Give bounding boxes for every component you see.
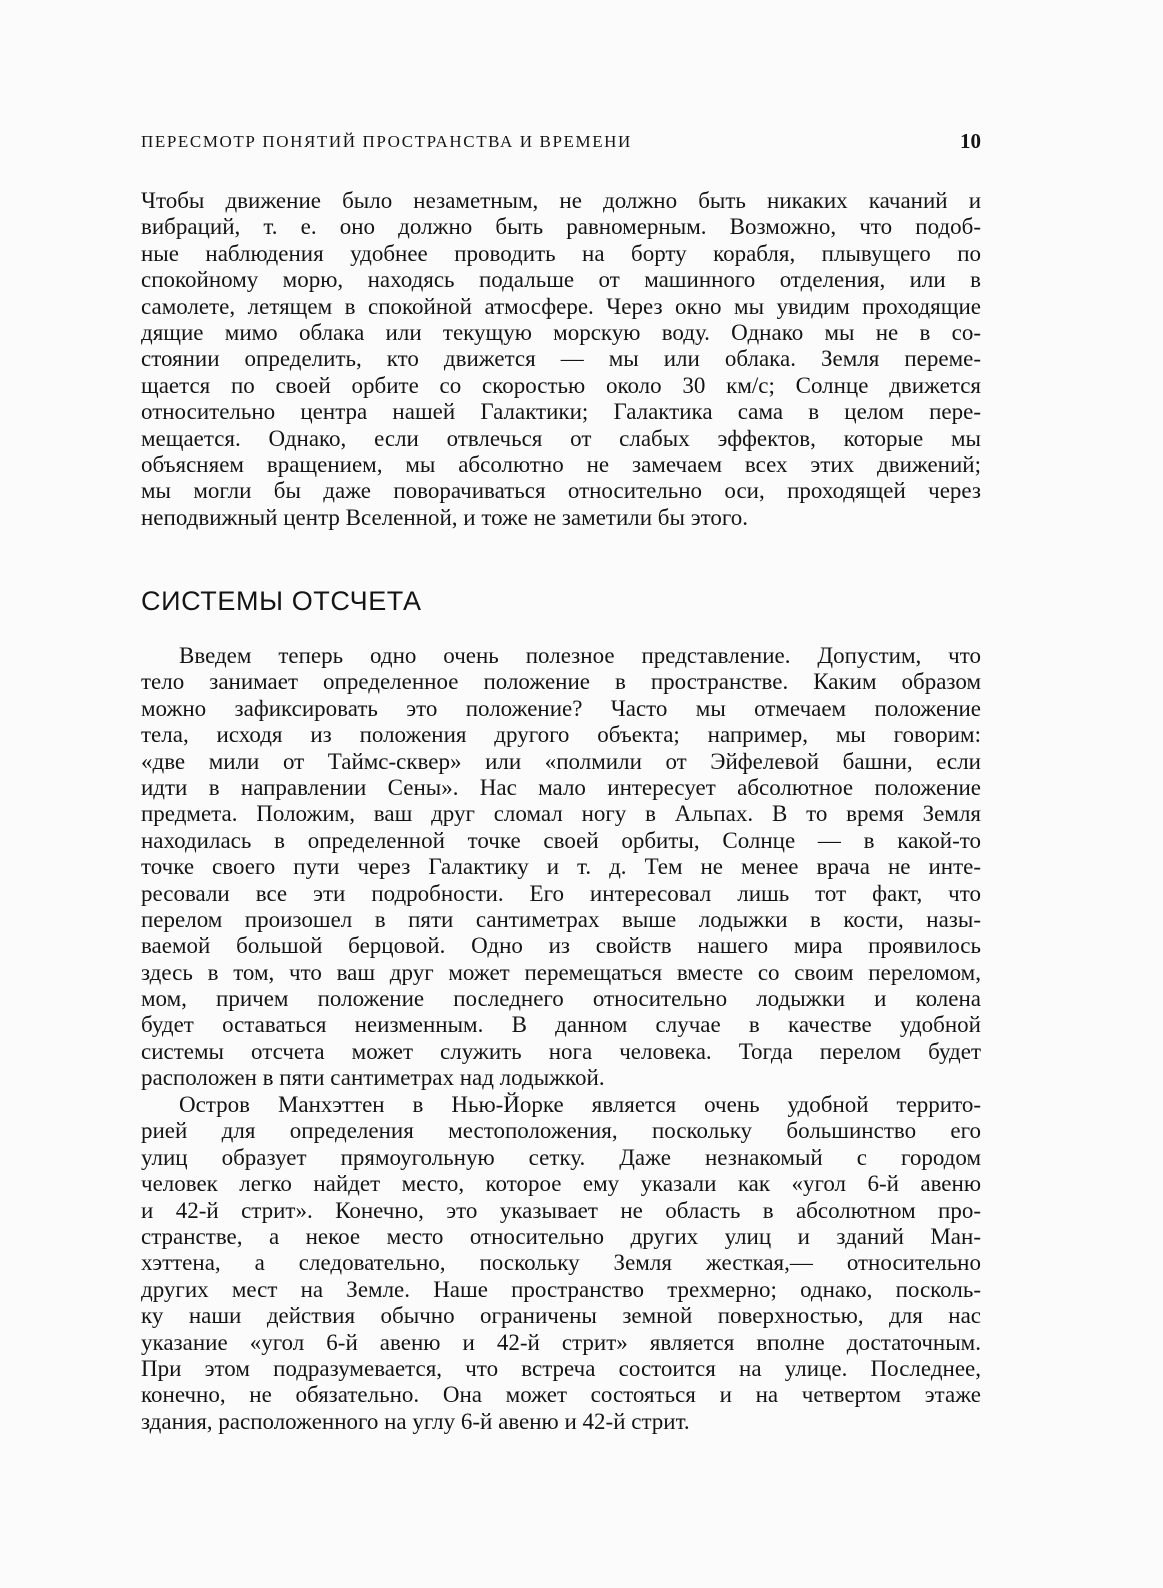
text-line: вибраций, т. е. оно должно быть равномерным. Возможно, что подоб- (141, 214, 981, 240)
text-line: перелом произошел в пяти сантиметрах выше лодыжки в кости, назы- (141, 906, 981, 932)
text-line: улиц образует прямоугольную сетку. Даже незнакомый с городом (141, 1144, 981, 1170)
paragraph-1 (141, 188, 981, 531)
text-line: странстве, а некое место относительно других улиц и зданий Ман- (141, 1223, 981, 1249)
text-line: ваемой большой берцовой. Одно из свойств нашего мира проявилось (141, 933, 981, 959)
text-line: других мест на Земле. Наше пространство трехмерно; однако, посколь- (141, 1276, 981, 1302)
text-line: системы отсчета может служить нога человека. Тогда перелом будет (141, 1038, 981, 1064)
text-line: мы могли бы даже поворачиваться относительно оси, проходящей через (141, 478, 981, 504)
text-line: ресовали все эти подробности. Его интересовал лишь тот факт, что (141, 880, 981, 906)
text-line: самолете, летящем в спокойной атмосфере. Через окно мы увидим проходящие (141, 293, 981, 319)
text-line: хэттена, а следовательно, поскольку Земля жесткая,— относительно (141, 1250, 981, 1276)
text-line: здания, расположенного на углу 6-й авеню и 42-й стрит. (141, 1408, 690, 1434)
text-line: мом, причем положение последнего относительно лодыжки и колена (141, 986, 981, 1012)
text-line: рией для определения местоположения, поскольку большинство его (141, 1118, 981, 1144)
text-line: мещается. Однако, если отвлечься от слабых эффектов, которые мы (141, 425, 981, 451)
text-line: стоянии определить, кто движется — мы или облака. Земля переме- (141, 346, 981, 372)
text-line: будет оставаться неизменным. В данном случае в качестве удобной (141, 1012, 981, 1038)
text-line: и 42-й стрит». Конечно, это указывает не область в абсолютном про- (141, 1197, 981, 1223)
text-line: «две мили от Таймс-сквер» или «полмили от Эйфелевой башни, если (141, 748, 981, 774)
text-line: дящие мимо облака или текущую морскую воду. Однако мы не в со- (141, 319, 981, 345)
text-line: человек легко найдет место, которое ему указали как «угол 6-й авеню (141, 1171, 981, 1197)
text-line: Чтобы движение было незаметным, не должно быть никаких качаний и (141, 188, 981, 213)
text-line: щается по своей орбите со скоростью около 30 км/с; Солнце движется (141, 372, 981, 398)
text-line: ку наши действия обычно ограничены земной поверхностью, для нас (141, 1303, 981, 1329)
text-line: идти в направлении Сены». Нас мало интересует абсолютное положение (141, 774, 981, 800)
text-line: указание «угол 6-й авеню и 42-й стрит» является вполне достаточным. (141, 1329, 981, 1355)
text-line: расположен в пяти сантиметрах над лодыжкой. (141, 1065, 605, 1091)
text-line: спокойному морю, находясь подальше от машинного отделения, или в (141, 267, 981, 293)
text-line: При этом подразумевается, что встреча состоится на улице. Последнее, (141, 1355, 981, 1381)
text-line: ные наблюдения удобнее проводить на борту корабля, плывущего по (141, 240, 981, 266)
text-line: находилась в определенной точке своей орбиты, Солнце — в какой-то (141, 827, 981, 853)
text-line: тело занимает определенное положение в пространстве. Каким образом (141, 669, 981, 695)
text-line: Остров Манхэттен в Нью-Йорке является очень удобной террито- (179, 1092, 981, 1117)
running-head (141, 129, 981, 159)
text-line: Введем теперь одно очень полезное представление. Допустим, что (179, 643, 981, 668)
text-line: здесь в том, что ваш друг может перемещаться вместе со своим переломом, (141, 959, 981, 985)
text-line: тела, исходя из положения другого объекта; например, мы говорим: (141, 722, 981, 748)
text-line: неподвижный центр Вселенной, и тоже не заметили бы этого. (141, 504, 748, 530)
section-heading: СИСТЕМЫ ОТСЧЕТА (141, 586, 422, 616)
text-line: объясняем вращением, мы абсолютно не замечаем всех этих движений; (141, 451, 981, 477)
paragraph-2 (141, 643, 981, 1092)
text-line: точке своего пути через Галактику и т. д. Тем не менее врача не инте- (141, 854, 981, 880)
text-line: предмета. Положим, ваш друг сломал ногу в Альпах. В то время Земля (141, 801, 981, 827)
text-line: относительно центра нашей Галактики; Галактика сама в целом пере- (141, 399, 981, 425)
paragraph-3 (141, 1092, 981, 1435)
running-title: ПЕРЕСМОТР ПОНЯТИЙ ПРОСТРАНСТВА И ВРЕМЕНИ (141, 132, 632, 151)
text-line: конечно, не обязательно. Она может состояться и на четвертом этаже (141, 1382, 981, 1408)
text-line: можно зафиксировать это положение? Часто мы отмечаем положение (141, 695, 981, 721)
page-number: 10 (960, 129, 981, 153)
